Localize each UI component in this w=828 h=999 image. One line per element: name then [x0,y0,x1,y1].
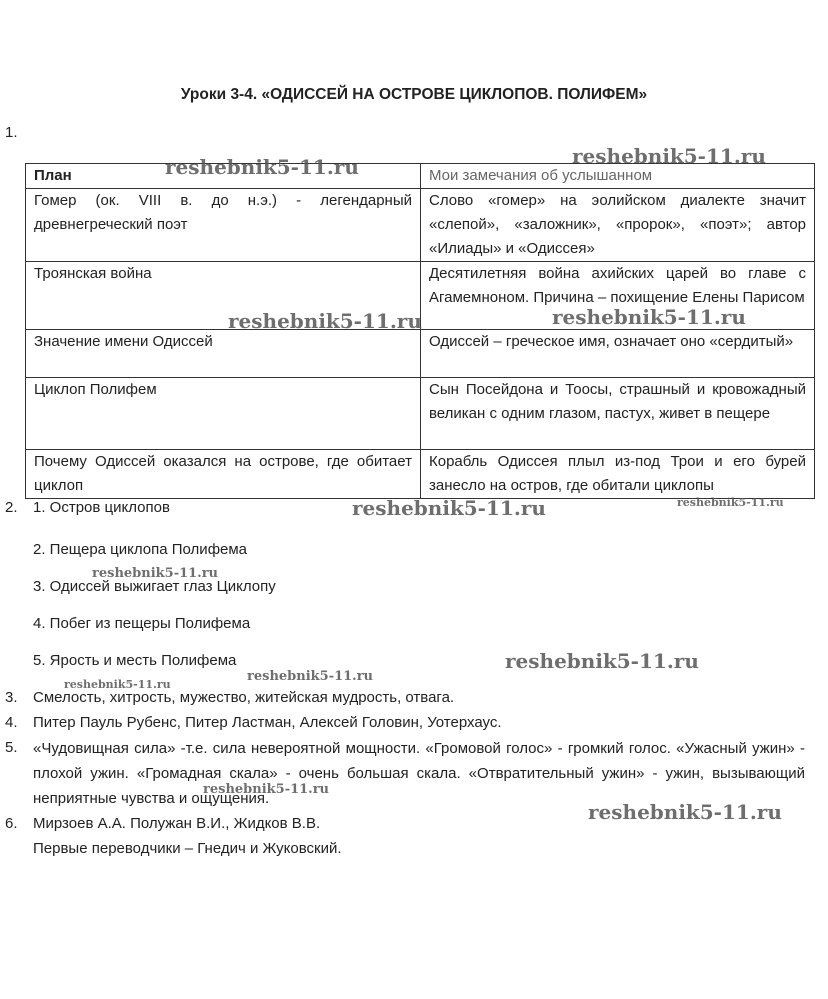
section-2-number: 2. [5,499,18,516]
section-5-text: «Чудовищная сила» -т.е. сила невероятной мощности. «Громовой голос» - громкий голос. «Ужасный ужин» - плохой ужин. «Громадная скала» - очень большая скала. «Отвратительный ужин» - ужин, вызывающий неприятные чувства и ощущения. [33,740,805,807]
plan-item: 4. Побег из пещеры Полифема [33,615,251,632]
table-header-plan: План [26,164,421,189]
section-6-translators: Первые переводчики – Гнедич и Жуковский. [33,840,342,857]
section-3-number: 3. [5,689,18,706]
watermark: reshebnik5-11.ru [505,649,699,673]
plan-item: 2. Пещера циклопа Полифема [33,541,248,558]
table-cell-plan: Почему Одиссей оказался на острове, где обитает циклоп [26,450,421,499]
table-row [26,330,815,378]
table-header-notes: Мои замечания об услышанном [421,164,815,189]
table-cell-plan: Троянская война [26,262,421,330]
watermark: reshebnik5-11.ru [247,669,374,684]
watermark: reshebnik5-11.ru [572,144,766,168]
section-4-text: Питер Пауль Рубенс, Питер Ластман, Алексей Головин, Уотерхаус. [33,714,502,731]
table-cell-plan: Циклоп Полифем [26,378,421,450]
plan-item: 3. Одиссей выжигает глаз Циклопу [33,578,276,595]
watermark: reshebnik5-11.ru [165,155,359,179]
section-1-number: 1. [5,124,18,141]
section-6-number: 6. [5,815,18,832]
page-title: Уроки 3-4. «ОДИССЕЙ НА ОСТРОВЕ ЦИКЛОПОВ. ПОЛИФЕМ» [180,86,648,103]
section-6-authors: Мирзоев А.А. Полужан В.И., Жидков В.В. [33,815,321,832]
table-row [26,450,815,499]
watermark: reshebnik5-11.ru [203,782,330,797]
section-3-text: Смелость, хитрость, мужество, житейская мудрость, отвага. [33,689,455,706]
section-5-number: 5. [5,739,18,756]
table-cell-notes: Корабль Одиссея плыл из-под Трои и его бурей занесло на остров, где обитали циклопы [421,450,815,499]
table-cell-plan: Значение имени Одиссей [26,330,421,378]
watermark: reshebnik5-11.ru [588,800,782,824]
table-row [26,378,815,450]
watermark: reshebnik5-11.ru [552,305,746,329]
table-cell-notes: Десятилетняя война ахийских царей во главе с Агамемноном. Причина – похищение Елены Парисом [421,262,815,330]
plan-item: 1. Остров циклопов [33,499,170,516]
table-row [26,189,815,262]
table-cell-notes: Слово «гомер» на эолийском диалекте значит «слепой», «заложник», «пророк», «поэт»; автор «Илиады» и «Одиссея» [421,189,815,262]
watermark: reshebnik5-11.ru [677,496,784,509]
watermark: reshebnik5-11.ru [64,678,171,691]
table-cell-notes: Одиссей – греческое имя, означает оно «сердитый» [421,330,815,378]
watermark: reshebnik5-11.ru [228,309,422,333]
watermark: reshebnik5-11.ru [352,496,546,520]
section-4-number: 4. [5,714,18,731]
table-cell-plan: Гомер (ок. VIII в. до н.э.) - легендарный древнегреческий поэт [26,189,421,262]
table-cell-notes: Сын Посейдона и Тоосы, страшный и кровожадный великан с одним глазом, пастух, живет в пещере [421,378,815,450]
plan-item: 5. Ярость и месть Полифема [33,652,237,669]
watermark: reshebnik5-11.ru [92,566,219,581]
